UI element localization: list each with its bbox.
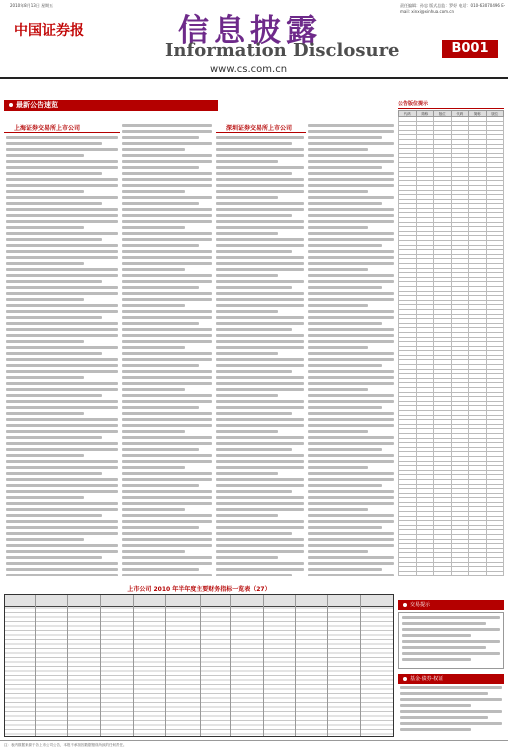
site-url[interactable]: www.cs.com.cn [210,64,288,75]
table-column-divider [165,595,166,736]
fund-bond-text [400,686,502,738]
fund-bond-bar [398,674,504,684]
masthead [0,0,508,80]
editor-info: 责任编辑：孙忠 版式总监：罗妤 电话：010-63070496 E-mail: xinxi@xinhua.com.cn [400,3,506,14]
trading-tips-bar [398,600,504,610]
trading-tips-label: 交易提示 [410,602,431,608]
table-column-divider [35,595,36,736]
notice-column-3 [216,136,304,576]
index-heading: 公告版位提示 [398,100,504,109]
masthead-divider [0,77,508,79]
financial-table-title: 上市公司 2010 年半年度主要财务指标一览表（27） [127,586,271,593]
index-header-name-2: 简称 [469,111,487,117]
notice-index-table [398,110,504,576]
bullet-icon [9,103,13,107]
table-column-divider [200,595,201,736]
table-column-divider [100,595,101,736]
index-header-page-2: 版位 [486,111,504,117]
table-column-divider [360,595,361,736]
table-column-divider [133,595,134,736]
latest-notices-label: 最新公告速览 [16,101,58,109]
index-cell [469,571,487,576]
trading-tips-box [398,612,504,669]
table-column-divider [230,595,231,736]
index-cell [434,571,452,576]
index-header-page: 版位 [434,111,452,117]
page-title-cn: 信息披露 [178,13,322,49]
latest-notices-bar [4,100,218,111]
page-code-badge: B001 [442,40,498,58]
table-column-divider [67,595,68,736]
index-cell [416,571,434,576]
index-header-code-2: 代码 [451,111,469,117]
table-column-divider [295,595,296,736]
fund-bond-label: 基金·债券·权证 [410,676,444,682]
table-column-divider [327,595,328,736]
shenzhen-section-heading: 深圳证券交易所上市公司 [216,124,306,133]
shanghai-section-heading: 上海证券交易所上市公司 [4,124,120,133]
issue-date: 2010年8月13日 星期五 [10,3,54,8]
notice-column-2 [122,124,212,576]
index-row [399,571,504,576]
index-cell [399,571,417,576]
page-footer-note: 注：表内数据来源于各上市公司公告，本报不承担因数据错误所致的任何责任。 [0,740,508,750]
notice-column-4 [308,124,394,576]
trading-tips-text [402,616,500,666]
index-cell [486,571,504,576]
newspaper-logo: 中国证券报 [14,23,84,39]
notice-column-1 [6,136,118,576]
financial-table-header [5,595,393,607]
index-header-name: 简称 [416,111,434,117]
index-header-code: 代码 [399,111,417,117]
bullet-icon [403,603,407,607]
table-column-divider [263,595,264,736]
bullet-icon [403,677,407,681]
financial-indicators-table [4,594,394,737]
index-table-body [399,117,504,576]
page-title-en: Information Disclosure [165,40,400,61]
index-cell [451,571,469,576]
